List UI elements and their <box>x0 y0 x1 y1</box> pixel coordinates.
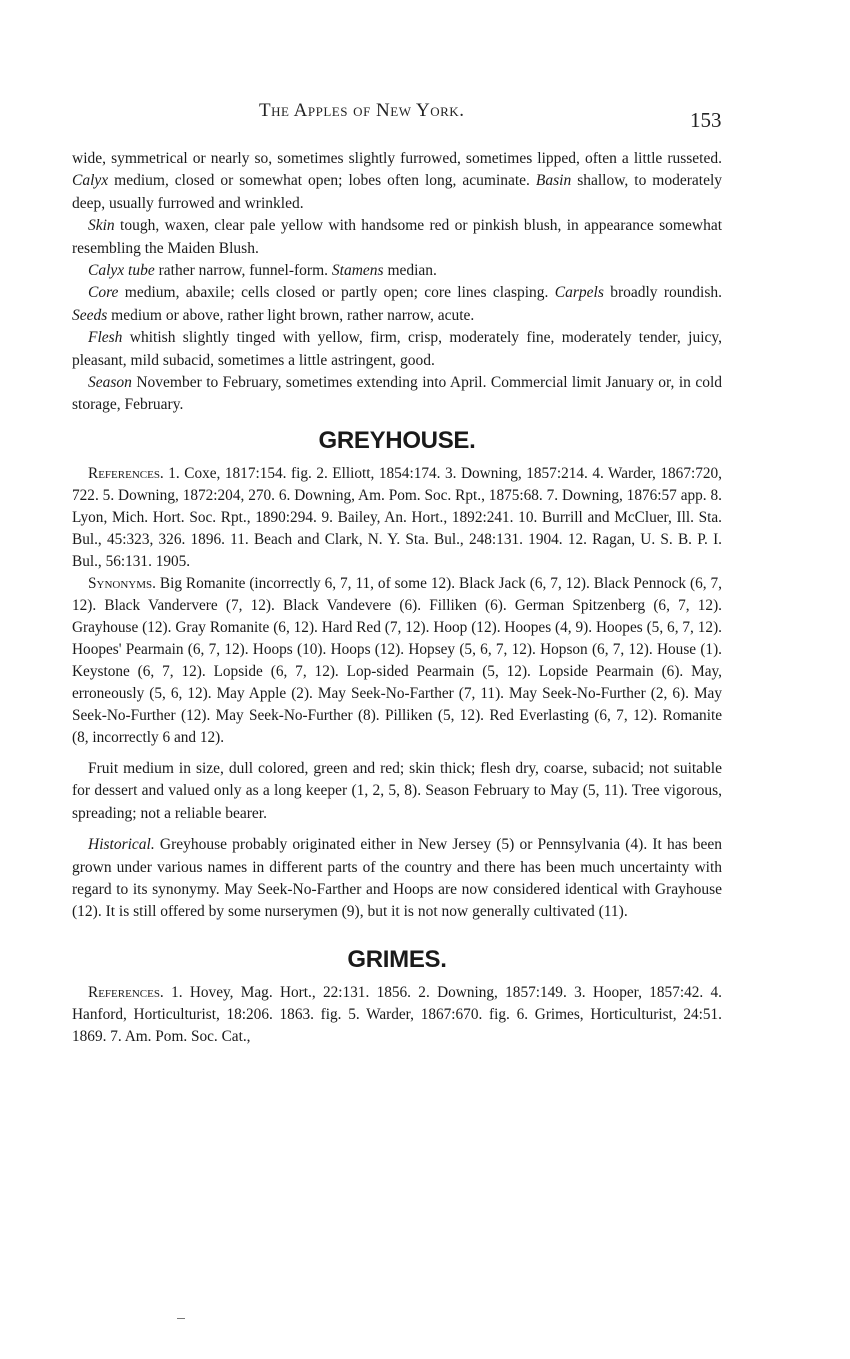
footer-mark <box>177 1318 185 1319</box>
calyx-label: Calyx <box>72 172 109 190</box>
historical-label: Historical. <box>88 836 155 854</box>
stamens-label: Stamens <box>331 262 384 280</box>
basin-label: Basin <box>535 172 572 190</box>
carpels-label: Carpels <box>554 284 604 302</box>
synonyms-text: Big Romanite (incorrectly 6, 7, 11, of some 12). Black Jack (6, 7, 12). Black Pennock (6, 7, 12). Black Vandervere (7, 12). Black Vandevere (6). Filliken (6). German Spitzenberg (6, 7, 12). Grayhouse (12). Gray Romanite (6, 12). Hard Red (7, 12). Hoop (12). Hoopes (4, 9). Hoopes (5, 6, 7, 12). Hoopes' Pearmain (6, 7, 12). Hoops (10). Hoops (12). Hopsey (5, 6, 7, 12). Hopson (6, 7, 12). House (1). Keystone (6, 7, 12). Lopside (6, 7, 12). Lop-sided Pearmain (5, 12). Lopside Pearmain (6). May, erroneously (5, 6, 12). May Apple (2). May Seek-No-Farther (7, 11). May Seek-No-Further (2, 6). May Seek-No-Further (12). May Seek-No-Further (8). Pilliken (5, 12). Red Everlasting (6, 7, 12). Romanite (8, incorrectly 6 and 12). <box>72 574 722 746</box>
flesh-paragraph: Flesh whitish slightly tinged with yellow, firm, crisp, moderately fine, moderately tender, juicy, pleasant, mild subacid, sometimes a little astringent, good. <box>72 329 723 369</box>
greyhouse-fruit-paragraph: Fruit medium in size, dull colored, green and red; skin thick; flesh dry, coarse, subacid; not suitable for dessert and valued only as a long keeper (1, 2, 5, 8). Season February to May (5, 11). Tree vigorous, spreading; not a reliable bearer. <box>72 759 722 822</box>
season-paragraph: Season November to February, sometimes extending into April. Commercial limit January or, in cold storage, February. <box>72 374 723 414</box>
calyx-tube-paragraph: Calyx tube rather narrow, funnel-form. Stamens median. <box>88 262 437 280</box>
core-paragraph: Core medium, abaxile; cells closed or partly open; core lines clasping. Carpels broadly roundish. Seeds medium or above, rather light brown, rather narrow, acute. <box>72 284 722 324</box>
running-title: The Apples of New York. <box>259 100 465 121</box>
skin-paragraph: Skin tough, waxen, clear pale yellow with handsome red or pinkish blush, in appearance somewhat resembling the Maiden Blush. <box>72 217 723 257</box>
seeds-label: Seeds <box>72 306 108 324</box>
page-header <box>0 96 850 136</box>
core-label: Core <box>88 284 119 302</box>
season-label: Season <box>88 374 132 392</box>
references-label: References. <box>88 464 164 482</box>
grimes-references-text: 1. Hovey, Mag. Hort., 22:131. 1856. 2. Downing, 1857:149. 3. Hooper, 1857:42. 4. Hanford, Horticulturist, 18:206. 1863. fig. 5. Warder, 1867:670. fig. 6. Grimes, Horticulturist, 24:51. 1869. 7. Am. Pom. Soc. Cat., <box>72 983 722 1045</box>
greyhouse-references <box>72 463 722 573</box>
page-body <box>72 148 722 1048</box>
flesh-label: Flesh <box>88 329 123 347</box>
grimes-references <box>72 982 722 1048</box>
greyhouse-synonyms <box>72 573 722 749</box>
synonyms-label: Synonyms. <box>88 574 156 592</box>
skin-label: Skin <box>88 217 115 235</box>
calyx-tube-label: Calyx tube <box>88 262 155 280</box>
greyhouse-heading: GREYHOUSE. <box>318 426 476 454</box>
greyhouse-historical-paragraph: Historical. Greyhouse probably originated either in New Jersey (5) or Pennsylvania (4). It has been grown under various names in different parts of the country and there has been much uncertainty with regard to its synonymy. May Seek-No-Farther and Hoops are now considered identical with Grayhouse (12). It is still offered by some nurserymen (9), but it is not now generally cultivated (11). <box>72 836 723 921</box>
grimes-heading: GRIMES. <box>347 945 447 973</box>
grimes-references-label: References. <box>88 983 164 1001</box>
intro-calyx-paragraph: wide, symmetrical or nearly so, sometimes slightly furrowed, sometimes lipped, often a little russeted. Calyx medium, closed or somewhat open; lobes often long, acuminate. Basin shallow, to moderately deep, usually furrowed and wrinkled. <box>72 150 723 212</box>
references-text: 1. Coxe, 1817:154. fig. 2. Elliott, 1854:174. 3. Downing, 1857:214. 4. Warder, 1867:720, 722. 5. Downing, 1872:204, 270. 6. Downing, Am. Pom. Soc. Rpt., 1875:68. 7. Downing, 1876:57 app. 8. Lyon, Mich. Hort. Soc. Rpt., 1890:294. 9. Bailey, An. Hort., 1892:241. 10. Burrill and McCluer, Ill. Sta. Bul., 45:323, 326. 1896. 11. Beach and Clark, N. Y. Sta. Bul., 248:131. 1904. 12. Ragan, U. S. B. P. I. Bul., 56:131. 1905. <box>72 464 723 570</box>
page-number: 153 <box>690 108 722 132</box>
